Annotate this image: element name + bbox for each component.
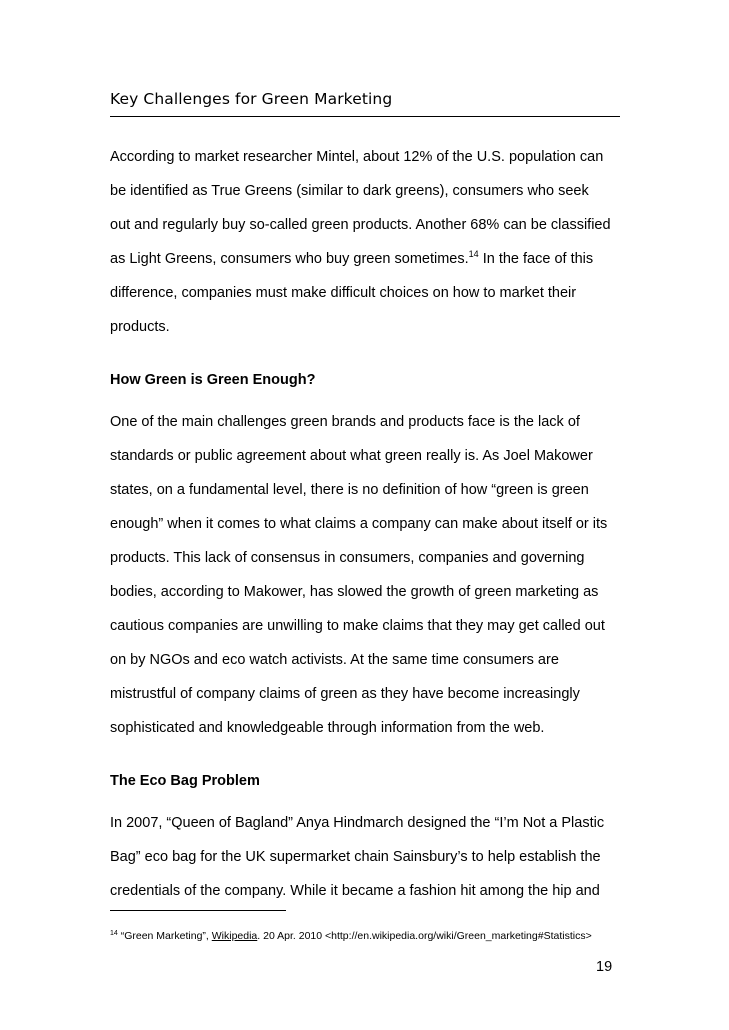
footnote-citation: . 20 Apr. 2010 <http://en.wikipedia.org/wiki/Green_marketing#Statistics> (257, 930, 592, 942)
footnote (110, 929, 592, 943)
paragraph-line: In 2007, “Queen of Bagland” Anya Hindmarch designed the “I’m Not a Plastic (110, 815, 605, 831)
paragraph-line: states, on a fundamental level, there is no definition of how “green is green (110, 482, 589, 498)
paragraph-line: credentials of the company. While it became a fashion hit among the hip and (110, 883, 600, 899)
paragraph-line: Bag” eco bag for the UK supermarket chain Sainsbury’s to help establish the (110, 849, 601, 865)
paragraph-line: products. This lack of consensus in consumers, companies and governing (110, 550, 585, 566)
chapter-title: Key Challenges for Green Marketing (110, 90, 393, 108)
paragraph-line: enough” when it comes to what claims a company can make about itself or its (110, 516, 608, 532)
intro-line: products. (110, 319, 170, 335)
section-heading: The Eco Bag Problem (110, 773, 260, 789)
intro-line (110, 250, 593, 268)
page-number: 19 (596, 959, 613, 975)
intro-text: In the face of this (478, 251, 594, 267)
footnote-title: “Green Marketing”, (117, 930, 212, 942)
intro-line: difference, companies must make difficult choices on how to market their (110, 285, 577, 301)
title-divider (110, 116, 620, 117)
footnote-reference[interactable]: 14 (468, 249, 479, 259)
footnote-source-link[interactable]: Wikipedia (211, 930, 258, 942)
paragraph-line: mistrustful of company claims of green as they have become increasingly (110, 686, 580, 702)
section-heading: How Green is Green Enough? (110, 372, 316, 388)
paragraph-line: standards or public agreement about what green really is. As Joel Makower (110, 448, 593, 464)
paragraph-line: sophisticated and knowledgeable through information from the web. (110, 720, 545, 736)
intro-text: as Light Greens, consumers who buy green sometimes. (110, 251, 469, 267)
footnote-divider (110, 910, 286, 911)
intro-line: be identified as True Greens (similar to dark greens), consumers who seek (110, 183, 589, 199)
paragraph-line: on by NGOs and eco watch activists. At the same time consumers are (110, 652, 559, 668)
footnote-number: 14 (110, 930, 118, 937)
paragraph-line: cautious companies are unwilling to make claims that they may get called out (110, 618, 605, 634)
paragraph-line: bodies, according to Makower, has slowed the growth of green marketing as (110, 584, 599, 600)
intro-line: out and regularly buy so-called green products. Another 68% can be classified (110, 217, 611, 233)
intro-line: According to market researcher Mintel, about 12% of the U.S. population can (110, 149, 604, 165)
paragraph-line: One of the main challenges green brands and products face is the lack of (110, 414, 580, 430)
